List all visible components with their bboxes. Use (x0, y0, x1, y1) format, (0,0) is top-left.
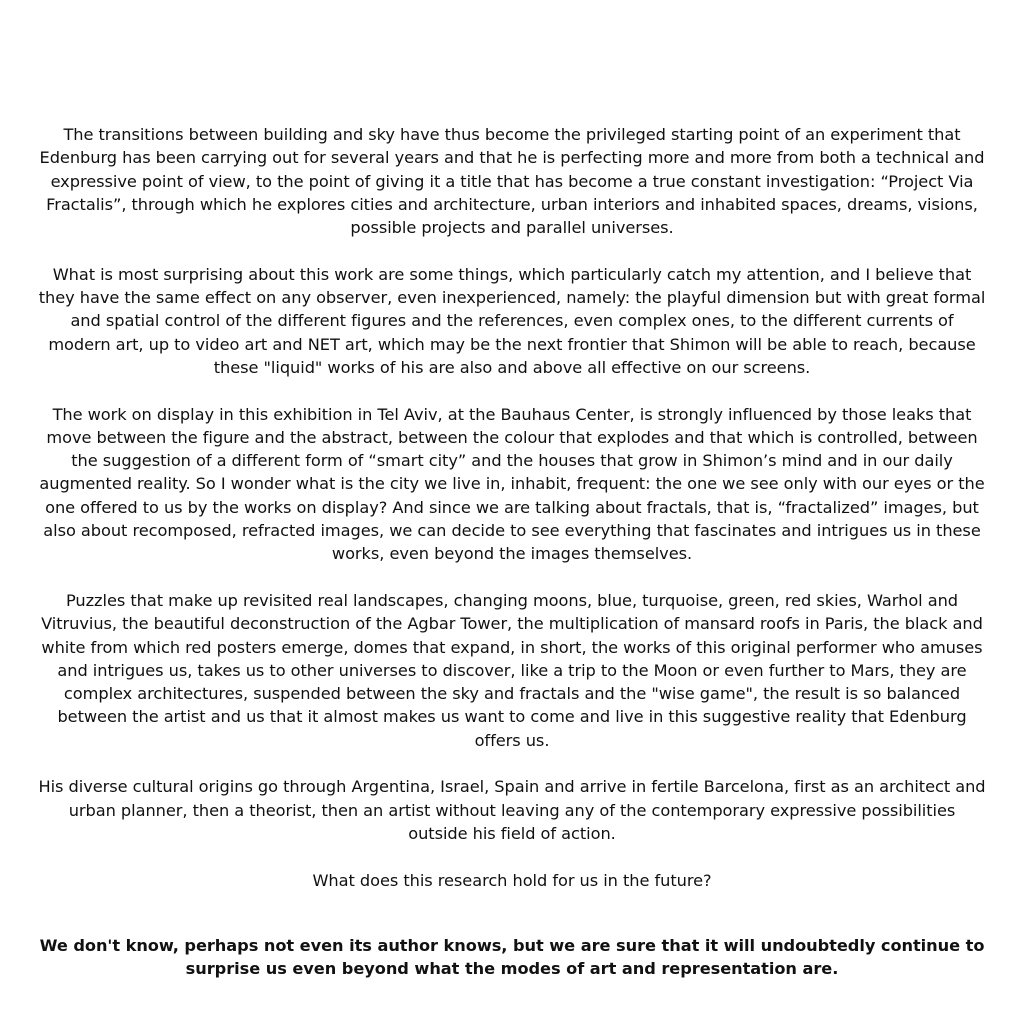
paragraph-5: His diverse cultural origins go through Argentina, Israel, Spain and arrive in fertile Barcelona, first as an architect and urban planner, then a theorist, then an artist without leaving any of the contemporary expressive possibilities outside his field of action. (38, 777, 986, 843)
paragraph-3: The work on display in this exhibition in Tel Aviv, at the Bauhaus Center, is strongly influenced by those leaks that move between the figure and the abstract, between the colour that explodes and that which is controlled, between the suggestion of a different form of “smart city” and the houses that grow in Shimon’s mind and in our daily augmented reality. So I wonder what is the city we live in, inhabit, frequent: the one we see only with our eyes or the one offered to us by the works on display? And since we are talking about fractals, that is, “fractalized” images, but also about recomposed, refracted images, we can decide to see everything that fascinates and intrigues us in these works, even beyond the images themselves. (39, 404, 985, 564)
paragraph-1: The transitions between building and sky have thus become the privileged starting point of an experiment that Edenburg has been carrying out for several years and that he is perfecting more and more from both a technical and expressive point of view, to the point of giving it a title that has become a true constant investigation: “Project Via Fractalis”, through which he explores cities and architecture, urban interiors and inhabited spaces, dreams, visions, possible projects and parallel universes. (39, 125, 985, 238)
conclusion-bold: We don't know, perhaps not even its author knows, but we are sure that it will undoubtedly continue to surprise us even beyond what the modes of art and representation are. (39, 936, 985, 979)
document-body (37, 123, 987, 979)
question-line: What does this research hold for us in the future? (312, 870, 712, 890)
paragraph-4: Puzzles that make up revisited real landscapes, changing moons, blue, turquoise, green, red skies, Warhol and Vitruvius, the beautiful deconstruction of the Agbar Tower, the multiplication of mansard roofs in Paris, the black and white from which red posters emerge, domes that expand, in short, the works of this original performer who amuses and intrigues us, takes us to other universes to discover, like a trip to the Moon or even further to Mars, they are complex architectures, suspended between the sky and fractals and the "wise game", the result is so balanced between the artist and us that it almost makes us want to come and live in this suggestive reality that Edenburg offers us. (41, 590, 983, 750)
paragraph-2: What is most surprising about this work are some things, which particularly catch my attention, and I believe that they have the same effect on any observer, even inexperienced, namely: the playful dimension but with great formal and spatial control of the different figures and the references, even complex ones, to the different currents of modern art, up to video art and NET art, which may be the next frontier that Shimon will be able to reach, because these "liquid" works of his are also and above all effective on our screens. (38, 264, 986, 377)
